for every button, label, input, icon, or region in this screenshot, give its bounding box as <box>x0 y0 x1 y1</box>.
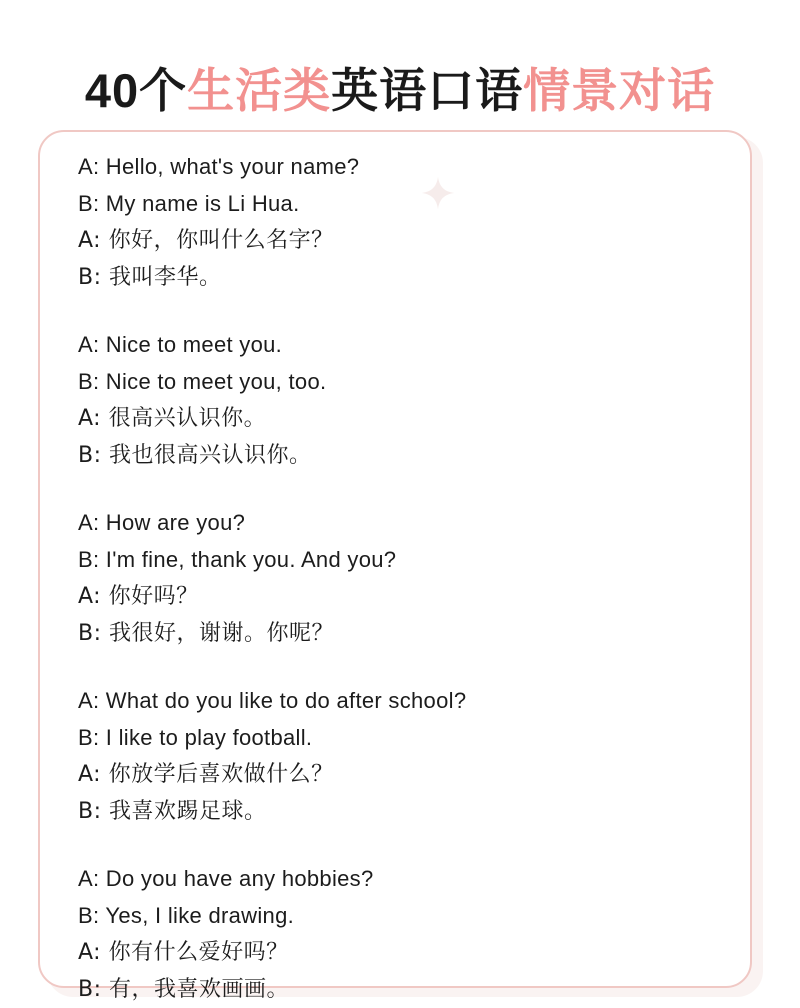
title-segment-1: 生活类 <box>187 64 332 118</box>
dialog-group <box>78 860 718 1008</box>
dialog-line: B: I like to play football. <box>78 725 313 750</box>
title-segment-0: 40个 <box>84 64 188 118</box>
dialog-line: B: Yes, I like drawing. <box>78 903 295 928</box>
dialog-line: B: 我很好，谢谢。你呢？ <box>78 621 334 646</box>
dialog-line: A: 你有什么爱好吗？ <box>78 940 289 965</box>
dialog-line: A: What do you like to do after school? <box>78 688 467 713</box>
dialog-line: A: How are you? <box>78 510 246 535</box>
dialog-group <box>78 148 718 296</box>
dialog-line: B: My name is Li Hua. <box>78 191 300 216</box>
dialog-line: B: 有，我喜欢画画。 <box>78 977 289 1002</box>
dialog-line: B: Nice to meet you, too. <box>78 369 327 394</box>
dialog-group <box>78 504 718 652</box>
dialog-line: B: I'm fine, thank you. And you? <box>78 547 397 572</box>
dialog-line: A: 你放学后喜欢做什么？ <box>78 762 334 787</box>
dialog-line: B: 我喜欢踢足球。 <box>78 799 267 824</box>
title-segment-2: 英语口语 <box>331 64 524 118</box>
dialog-line: A: 你好吗？ <box>78 584 199 609</box>
dialog-group <box>78 326 718 474</box>
dialog-line: B: 我叫李华。 <box>78 265 222 290</box>
dialog-group <box>78 682 718 830</box>
dialog-line: A: Nice to meet you. <box>78 332 283 357</box>
title-segment-3: 情景对话 <box>523 64 716 118</box>
dialog-line: A: 你好，你叫什么名字？ <box>78 228 334 253</box>
dialog-line: B: 我也很高兴认识你。 <box>78 443 312 468</box>
dialog-line: A: Do you have any hobbies? <box>78 866 374 891</box>
dialog-line: A: Hello, what's your name? <box>78 154 360 179</box>
dialog-list <box>78 148 718 1008</box>
dialog-line: A: 很高兴认识你。 <box>78 406 267 431</box>
page-title <box>0 65 800 117</box>
